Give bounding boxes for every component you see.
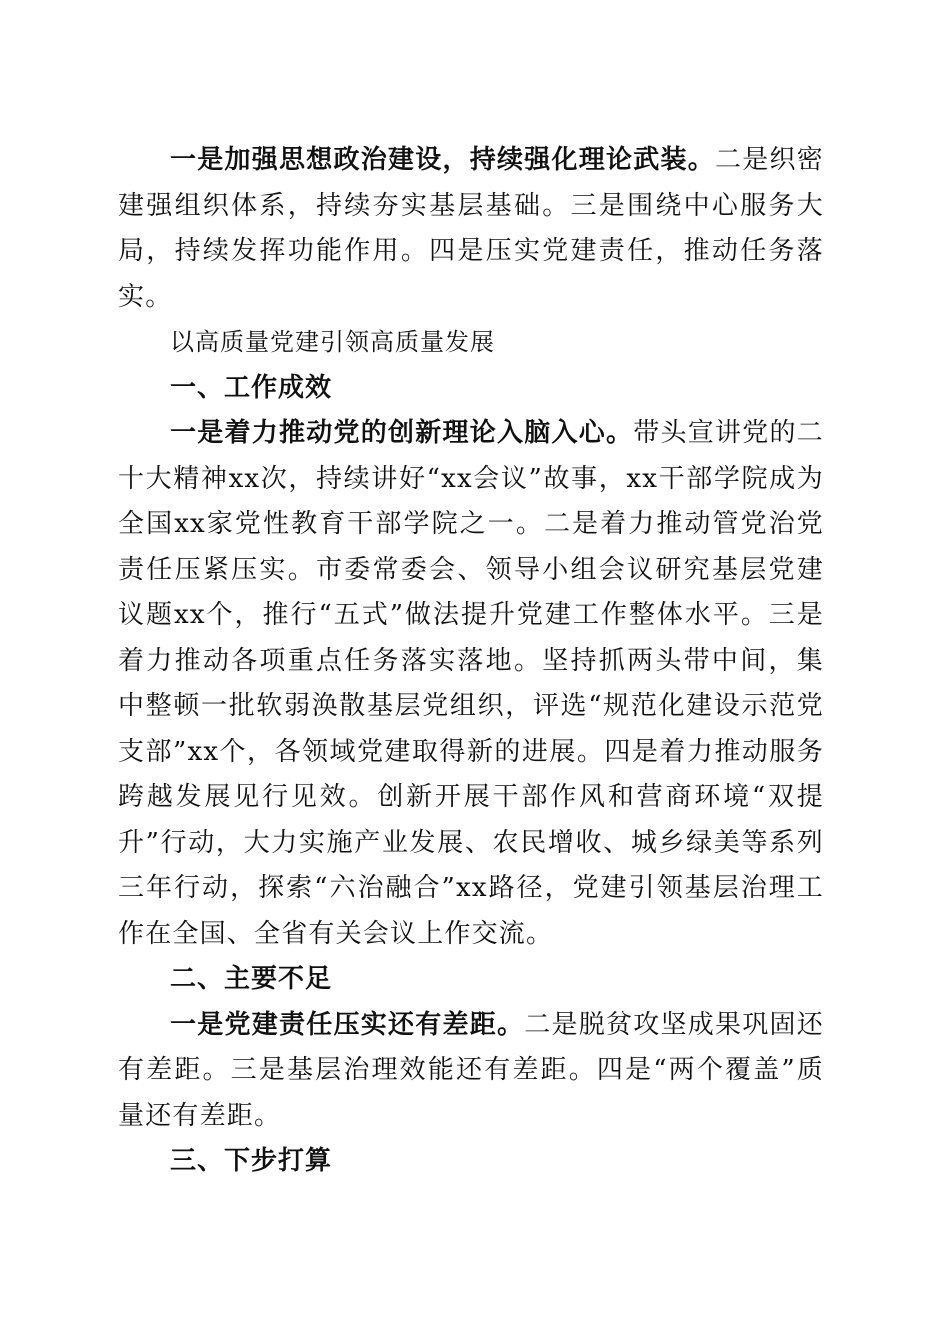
achievements-paragraph [118,411,824,957]
section-heading-achievements: 一、工作成效 [170,372,333,403]
achievements-body-text: 带头宣讲党的二十大精神xx次，持续讲好“xx会议”故事，xx干部学院成为全国xx家党性教育干部学院之一。二是着力推动管党治党责任压紧压实。市委常委会、领导小组会议研究基层党建议题xx个，推行“五式”做法提升党建工作整体水平。三是着力推动各项重点任务落实落地。坚持抓两头带中间，集中整顿一批软弱涣散基层党组织，评选“规范化建设示范党支部”xx个，各领域党建取得新的进展。四是着力推动服务跨越发展见行见效。创新开展干部作风和营商环境“双提升”行动，大力实施产业发展、农民增收、城乡绿美等系列三年行动，探索“六治融合”xx路径，党建引领基层治理工作在全国、全省有关会议上作交流。 [118,418,824,949]
shortcomings-paragraph [118,1003,824,1140]
section-heading-next-steps: 三、下步打算 [170,1146,333,1176]
intro-body-text: 二是织密建强组织体系，持续夯实基层基础。三是围绕中心服务大局，持续发挥功能作用。四是压实党建责任，推动任务落实。 [118,145,824,312]
section-heading-shortcomings: 二、主要不足 [170,964,333,994]
intro-paragraph [118,138,824,320]
document-title: 以高质量党建引领高质量发展 [170,328,495,356]
achievements-lead-sentence: 一是着力推动党的创新理论入脑入心。 [170,418,634,448]
intro-lead-sentence: 一是加强思想政治建设，持续强化理论武装。 [170,145,716,175]
shortcomings-body-text: 二是脱贫攻坚成果巩固还有差距。三是基层治理效能还有差距。四是“两个覆盖”质量还有差距。 [118,1009,824,1131]
shortcomings-lead-sentence: 一是党建责任压实还有差距。 [170,1009,525,1040]
document-page [118,138,824,1185]
